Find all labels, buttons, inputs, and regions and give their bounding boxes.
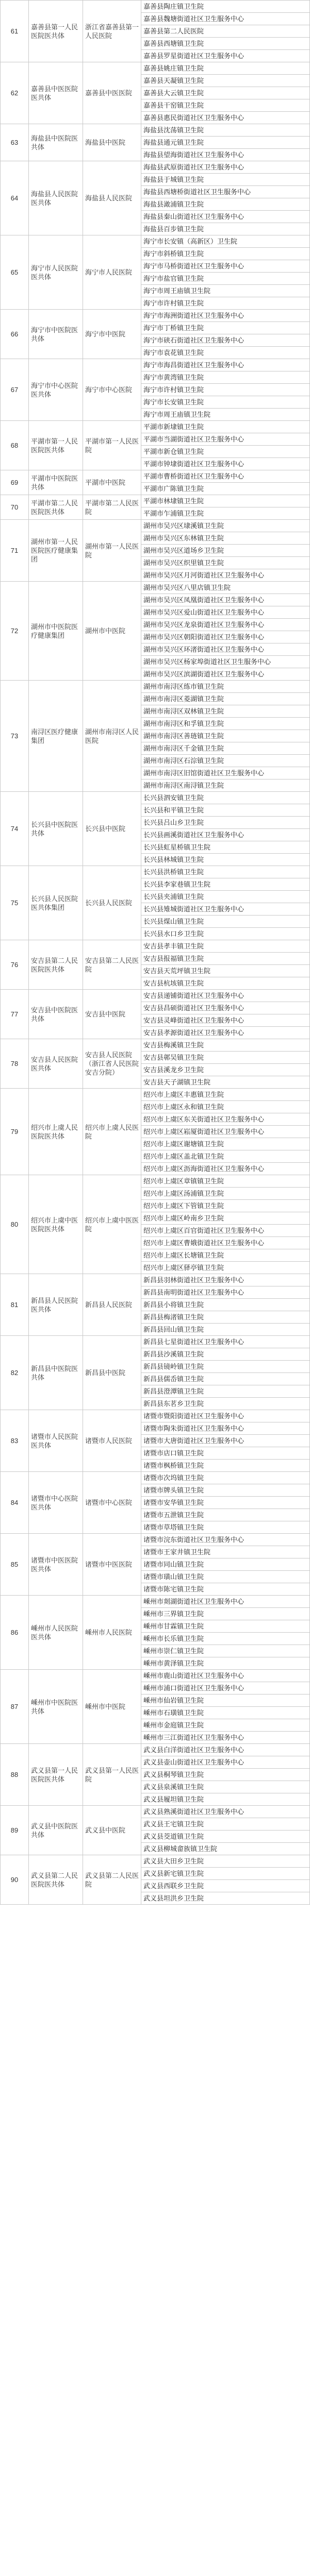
alliance-name: 平湖市中医院医共体: [29, 470, 83, 495]
member-institution: 武义县新宅镇卫生院: [141, 1868, 310, 1880]
lead-hospital: 平湖市第二人民医院: [83, 495, 141, 520]
table-row: [1, 1534, 310, 1546]
table-row: [1, 1274, 310, 1286]
alliance-name: 安吉县第二人民医院医共体: [29, 940, 83, 990]
table-row: [1, 495, 310, 507]
row-number: 85: [1, 1534, 29, 1596]
member-institution: 嘉善县魏塘街道社区卫生服务中心: [141, 13, 310, 25]
member-institution: 长兴县吕山乡卫生院: [141, 817, 310, 829]
member-institution: 海宁市黄湾镇卫生院: [141, 371, 310, 384]
member-institution: 海宁市长安镇（高新区）卫生院: [141, 235, 310, 248]
table-row: [1, 359, 310, 371]
member-institution: 绍兴市上虞区东关街道社区卫生服务中心: [141, 1113, 310, 1126]
member-institution: 长兴县李家巷镇卫生院: [141, 878, 310, 891]
table-row: [1, 1175, 310, 1188]
member-institution: 海宁市周王庙镇卫生院: [141, 285, 310, 297]
member-institution: 平湖市新仓镇卫生院: [141, 446, 310, 458]
lead-hospital: 新昌县人民医院: [83, 1274, 141, 1336]
member-institution: 绍兴市上虞区崧厦街道社区卫生服务中心: [141, 1126, 310, 1138]
member-institution: 新昌县南明街道社区卫生服务中心: [141, 1286, 310, 1299]
member-institution: 武义县桐琴镇卫生院: [141, 1769, 310, 1781]
member-institution: 武义县柳城畲族镇卫生院: [141, 1843, 310, 1855]
member-institution: 海盐县通元镇卫生院: [141, 137, 310, 149]
member-institution: 武义县西联乡卫生院: [141, 1880, 310, 1892]
member-institution: 海宁市海昌街道社区卫生服务中心: [141, 359, 310, 371]
member-institution: 嘉善县天凝镇卫生院: [141, 75, 310, 87]
member-institution: 绍兴市上虞区曹娥街道社区卫生服务中心: [141, 1237, 310, 1249]
row-number: 78: [1, 1039, 29, 1089]
lead-hospital: 新昌县中医院: [83, 1336, 141, 1410]
member-institution: 绍兴市上虞区下管镇卫生院: [141, 1200, 310, 1212]
member-institution: 安吉县昌硕街道社区卫生服务中心: [141, 1002, 310, 1014]
lead-hospital: 武义县第二人民医院: [83, 1855, 141, 1905]
lead-hospital: 长兴县中医院: [83, 792, 141, 866]
row-number: 82: [1, 1336, 29, 1410]
member-institution: 绍兴市上虞区永和镇卫生院: [141, 1101, 310, 1113]
alliance-name: 海盐县中医院医共体: [29, 124, 83, 161]
member-institution: 新昌县回山镇卫生院: [141, 1324, 310, 1336]
member-institution: 武义县茭道镇卫生院: [141, 1831, 310, 1843]
member-institution: 绍兴市上虞区谢塘镇卫生院: [141, 1138, 310, 1150]
lead-hospital: 诸暨市中医医院: [83, 1534, 141, 1596]
lead-hospital: 绍兴市上虞人民医院: [83, 1089, 141, 1175]
lead-hospital: 海盐县人民医院: [83, 161, 141, 235]
lead-hospital: 嵊州市人民医院: [83, 1596, 141, 1670]
lead-hospital: 长兴县人民医院: [83, 866, 141, 940]
member-institution: 湖州市南浔区千金镇卫生院: [141, 742, 310, 755]
row-number: 76: [1, 940, 29, 990]
member-institution: 湖州市吴兴区滨湖街道社区卫生服务中心: [141, 668, 310, 681]
alliance-name: 新昌县人民医院医共体: [29, 1274, 83, 1336]
lead-hospital: 平湖市第一人民医院: [83, 421, 141, 470]
alliance-name: 安吉县人民医院医共体: [29, 1039, 83, 1089]
member-institution: 湖州市南浔区南浔镇卫生院: [141, 779, 310, 792]
member-institution: 平湖市乍浦镇卫生院: [141, 507, 310, 520]
lead-hospital: 湖州市南浔区人民医院: [83, 681, 141, 792]
member-institution: 湖州市南浔区双林镇卫生院: [141, 705, 310, 718]
member-institution: 湖州市南浔区旧馆街道社区卫生服务中心: [141, 767, 310, 779]
table-row: [1, 1744, 310, 1756]
alliance-name: 湖州市第一人民医院医疗健康集团: [29, 520, 83, 582]
member-institution: 嵊州市浦口街道社区卫生服务中心: [141, 1682, 310, 1694]
row-number: 86: [1, 1596, 29, 1670]
member-institution: 绍兴市上虞区盖北镇卫生院: [141, 1150, 310, 1163]
member-institution: 诸暨市王家井镇卫生院: [141, 1546, 310, 1558]
member-institution: 诸暨市枫桥镇卫生院: [141, 1460, 310, 1472]
row-number: 64: [1, 161, 29, 235]
member-institution: 湖州市南浔区菱湖镇卫生院: [141, 693, 310, 705]
table-row: [1, 470, 310, 483]
row-number: 66: [1, 310, 29, 359]
row-number: 67: [1, 359, 29, 421]
member-institution: 诸暨市安华镇卫生院: [141, 1497, 310, 1509]
alliance-name: 武义县第二人民医院医共体: [29, 1855, 83, 1905]
alliance-name: 海宁市中医院医共体: [29, 310, 83, 359]
member-institution: 湖州市吴兴区朝阳街道社区卫生服务中心: [141, 631, 310, 643]
member-institution: 平湖市钟埭街道社区卫生服务中心: [141, 458, 310, 470]
member-institution: 安吉县天子湖镇卫生院: [141, 1076, 310, 1089]
member-institution: 武义县王宅镇卫生院: [141, 1818, 310, 1831]
table-row: [1, 940, 310, 953]
table-row: [1, 62, 310, 75]
lead-hospital: 绍兴市上虞中医医院: [83, 1175, 141, 1274]
lead-hospital: 浙江省嘉善县第一人民医院: [83, 1, 141, 62]
member-institution: 长兴县画溪街道社区卫生服务中心: [141, 829, 310, 841]
member-institution: 长兴县林城镇卫生院: [141, 854, 310, 866]
member-institution: 武义县白洋街道社区卫生服务中心: [141, 1744, 310, 1756]
table-row: [1, 1596, 310, 1608]
member-institution: 新昌县梅渚镇卫生院: [141, 1311, 310, 1324]
member-institution: 海盐县沈荡镇卫生院: [141, 124, 310, 137]
member-institution: 嵊州市剡湖街道社区卫生服务中心: [141, 1596, 310, 1608]
row-number: 73: [1, 681, 29, 792]
member-institution: 嵊州市崇仁镇卫生院: [141, 1645, 310, 1657]
member-institution: 海盐县澉浦镇卫生院: [141, 198, 310, 211]
row-number: 68: [1, 421, 29, 470]
member-institution: 湖州市吴兴区织里镇卫生院: [141, 557, 310, 569]
table-row: [1, 681, 310, 693]
member-institution: 武义县大田乡卫生院: [141, 1855, 310, 1868]
member-institution: 绍兴市上虞区汤浦镇卫生院: [141, 1188, 310, 1200]
member-institution: 安吉县孝丰镇卫生院: [141, 940, 310, 953]
table-row: [1, 1089, 310, 1101]
row-number: 83: [1, 1410, 29, 1472]
member-institution: 武义县熟溪街道社区卫生服务中心: [141, 1806, 310, 1818]
member-institution: 安吉县孝源街道社区卫生服务中心: [141, 1027, 310, 1039]
alliance-name: 海盐县人民医院医共体: [29, 161, 83, 235]
member-institution: 嘉善县干窑镇卫生院: [141, 99, 310, 112]
member-institution: 海宁市周王庙镇卫生院: [141, 409, 310, 421]
row-number: 72: [1, 582, 29, 681]
member-institution: 嵊州市三江街道社区卫生服务中心: [141, 1732, 310, 1744]
row-number: 89: [1, 1806, 29, 1855]
alliance-name: 海宁市人民医院医共体: [29, 235, 83, 310]
member-institution: 湖州市南浔区石淙镇卫生院: [141, 755, 310, 767]
member-institution: 海宁市许村镇卫生院: [141, 297, 310, 310]
lead-hospital: 武义县第一人民医院: [83, 1744, 141, 1806]
member-institution: 海盐县望海街道社区卫生服务中心: [141, 149, 310, 161]
lead-hospital: 诸暨市中心医院: [83, 1472, 141, 1534]
lead-hospital: 海宁市中医院: [83, 310, 141, 359]
table-row: [1, 792, 310, 804]
lead-hospital: 嵊州市中医院: [83, 1670, 141, 1744]
lead-hospital: 嘉善县中医医院: [83, 62, 141, 124]
member-institution: 安吉县梅溪镇卫生院: [141, 1039, 310, 1052]
table-row: [1, 161, 310, 174]
member-institution: 海盐县秦山街道社区卫生服务中心: [141, 211, 310, 223]
member-institution: 嵊州市三界镇卫生院: [141, 1608, 310, 1620]
table-row: [1, 421, 310, 433]
alliance-name: 安吉县中医院医共体: [29, 990, 83, 1039]
member-institution: 嵊州市黄泽镇卫生院: [141, 1657, 310, 1670]
member-institution: 新昌县儒岙镇卫生院: [141, 1373, 310, 1385]
member-institution: 湖州市南浔区练市镇卫生院: [141, 681, 310, 693]
row-number: 81: [1, 1274, 29, 1336]
member-institution: 新昌县东茗乡卫生院: [141, 1398, 310, 1410]
member-institution: 湖州市吴兴区埭溪镇卫生院: [141, 520, 310, 532]
table-row: [1, 1855, 310, 1868]
member-institution: 绍兴市上虞区百官街道社区卫生服务中心: [141, 1225, 310, 1237]
member-institution: 海宁市斜桥镇卫生院: [141, 248, 310, 260]
row-number: 70: [1, 495, 29, 520]
member-institution: 海盐县西塘桥街道社区卫生服务中心: [141, 186, 310, 198]
member-institution: 嵊州市石璜镇卫生院: [141, 1707, 310, 1719]
alliance-name: 新昌县中医院医共体: [29, 1336, 83, 1410]
alliance-name: 武义县第一人民医院医共体: [29, 1744, 83, 1806]
row-number: 87: [1, 1670, 29, 1744]
member-institution: 湖州市吴兴区东林镇卫生院: [141, 532, 310, 545]
member-institution: 长兴县煤山镇卫生院: [141, 916, 310, 928]
alliance-name: 嵊州市人民医院医共体: [29, 1596, 83, 1670]
row-number: 90: [1, 1855, 29, 1905]
member-institution: 嘉善县姚庄镇卫生院: [141, 62, 310, 75]
member-institution: 诸暨市牌头镇卫生院: [141, 1484, 310, 1497]
member-institution: 新昌县七星街道社区卫生服务中心: [141, 1336, 310, 1348]
member-institution: 诸暨市次坞镇卫生院: [141, 1472, 310, 1484]
member-institution: 长兴县夹浦镇卫生院: [141, 891, 310, 903]
member-institution: 长兴县雉城街道社区卫生服务中心: [141, 903, 310, 916]
alliance-name: 绍兴市上虞人民医院医共体: [29, 1089, 83, 1175]
row-number: 71: [1, 520, 29, 582]
member-institution: 湖州市吴兴区道场乡卫生院: [141, 545, 310, 557]
row-number: 74: [1, 792, 29, 866]
alliance-name: 长兴县中医院医共体: [29, 792, 83, 866]
member-institution: 嘉善县西塘镇卫生院: [141, 38, 310, 50]
member-institution: 绍兴市上虞区驿亭镇卫生院: [141, 1262, 310, 1274]
table-row: [1, 990, 310, 1002]
member-institution: 安吉县报福镇卫生院: [141, 953, 310, 965]
member-institution: 嵊州市仙岩镇卫生院: [141, 1694, 310, 1707]
member-institution: 海宁市袁花镇卫生院: [141, 347, 310, 359]
member-institution: 诸暨市店口镇卫生院: [141, 1447, 310, 1460]
member-institution: 武义县泉溪镇卫生院: [141, 1781, 310, 1793]
table-row: [1, 1336, 310, 1348]
member-institution: 海盐县于城镇卫生院: [141, 174, 310, 186]
alliance-name: 嘉善县第一人民医院医共体: [29, 1, 83, 62]
member-institution: 新昌县小将镇卫生院: [141, 1299, 310, 1311]
member-institution: 湖州市吴兴区凤凰街道社区卫生服务中心: [141, 594, 310, 606]
member-institution: 平湖市曹桥街道社区卫生服务中心: [141, 470, 310, 483]
member-institution: 海宁市盐官镇卫生院: [141, 273, 310, 285]
alliance-name: 诸暨市人民医院医共体: [29, 1410, 83, 1472]
row-number: 61: [1, 1, 29, 62]
member-institution: 安吉县溪龙乡卫生院: [141, 1064, 310, 1076]
alliance-name: 武义县中医院医共体: [29, 1806, 83, 1855]
lead-hospital: 海宁市人民医院: [83, 235, 141, 310]
alliance-name: 绍兴市上虞中医医院医共体: [29, 1175, 83, 1274]
member-institution: 诸暨市五泄镇卫生院: [141, 1509, 310, 1521]
alliance-name: 嵊州市中医院医共体: [29, 1670, 83, 1744]
member-institution: 绍兴市上虞区丰惠镇卫生院: [141, 1089, 310, 1101]
member-institution: 嘉善县惠民街道社区卫生服务中心: [141, 112, 310, 124]
member-institution: 绍兴市上虞区长塘镇卫生院: [141, 1249, 310, 1262]
member-institution: 嘉善县陶庄镇卫生院: [141, 1, 310, 13]
row-number: 62: [1, 62, 29, 124]
row-number: 77: [1, 990, 29, 1039]
member-institution: 安吉县杭垓镇卫生院: [141, 977, 310, 990]
table-row: [1, 235, 310, 248]
member-institution: 诸暨市同山镇卫生院: [141, 1558, 310, 1571]
member-institution: 诸暨市暨阳街道社区卫生服务中心: [141, 1410, 310, 1422]
lead-hospital: 诸暨市人民医院: [83, 1410, 141, 1472]
table-row: [1, 866, 310, 878]
table-body: [1, 1, 310, 1905]
member-institution: 长兴县泗安镇卫生院: [141, 792, 310, 804]
member-institution: 平湖市新埭镇卫生院: [141, 421, 310, 433]
member-institution: 湖州市吴兴区环渚街道社区卫生服务中心: [141, 643, 310, 656]
alliance-name: 嘉善县中医医院医共体: [29, 62, 83, 124]
alliance-name: 平湖市第一人民医院医共体: [29, 421, 83, 470]
member-institution: 嘉善县第二人民医院: [141, 25, 310, 38]
table-row: [1, 1472, 310, 1484]
member-institution: 长兴县水口乡卫生院: [141, 928, 310, 940]
member-institution: 嵊州市鹿山街道社区卫生服务中心: [141, 1670, 310, 1682]
member-institution: 海宁市许村镇卫生院: [141, 384, 310, 396]
table-row: [1, 582, 310, 594]
member-institution: 湖州市南浔区善琏镇卫生院: [141, 730, 310, 742]
row-number: 69: [1, 470, 29, 495]
member-institution: 诸暨市草塔镇卫生院: [141, 1521, 310, 1534]
lead-hospital: 平湖市中医院: [83, 470, 141, 495]
member-institution: 海宁市海洲街道社区卫生服务中心: [141, 310, 310, 322]
row-number: 79: [1, 1089, 29, 1175]
lead-hospital: 安吉县中医院: [83, 990, 141, 1039]
member-institution: 安吉县递铺街道社区卫生服务中心: [141, 990, 310, 1002]
member-institution: 海宁市丁桥镇卫生院: [141, 322, 310, 334]
lead-hospital: 海盐县中医院: [83, 124, 141, 161]
member-institution: 嵊州市甘霖镇卫生院: [141, 1620, 310, 1633]
table-row: [1, 1670, 310, 1682]
member-institution: 平湖市广陈镇卫生院: [141, 483, 310, 495]
member-institution: 武义县坦洪乡卫生院: [141, 1892, 310, 1905]
member-institution: 诸暨市陶朱街道社区卫生服务中心: [141, 1422, 310, 1435]
lead-hospital: 湖州市第一人民医院: [83, 520, 141, 582]
table-row: [1, 520, 310, 532]
member-institution: 绍兴市上虞区沥海街道社区卫生服务中心: [141, 1163, 310, 1175]
member-institution: 平湖市林埭镇卫生院: [141, 495, 310, 507]
member-institution: 诸暨市璜山镇卫生院: [141, 1571, 310, 1583]
member-institution: 平湖市当湖街道社区卫生服务中心: [141, 433, 310, 446]
member-institution: 新昌县羽林街道社区卫生服务中心: [141, 1274, 310, 1286]
alliance-name: 平湖市第二人民医院医共体: [29, 495, 83, 520]
member-institution: 新昌县澄潭镇卫生院: [141, 1385, 310, 1398]
member-institution: 海宁市马桥街道社区卫生服务中心: [141, 260, 310, 273]
member-institution: 嵊州市长乐镇卫生院: [141, 1633, 310, 1645]
table-row: [1, 1410, 310, 1422]
alliance-name: 诸暨市中心医院医共体: [29, 1472, 83, 1534]
member-institution: 新昌县沙溪镇卫生院: [141, 1348, 310, 1361]
row-number: 80: [1, 1175, 29, 1274]
row-number: 75: [1, 866, 29, 940]
alliance-name: 诸暨市中医医院医共体: [29, 1534, 83, 1596]
table-row: [1, 1039, 310, 1052]
member-institution: 湖州市吴兴区爱山街道社区卫生服务中心: [141, 606, 310, 619]
member-institution: 湖州市吴兴区龙泉街道社区卫生服务中心: [141, 619, 310, 631]
member-institution: 武义县履坦镇卫生院: [141, 1793, 310, 1806]
member-institution: 嵊州市金庭镇卫生院: [141, 1719, 310, 1732]
lead-hospital: 武义县中医院: [83, 1806, 141, 1855]
member-institution: 嘉善县大云镇卫生院: [141, 87, 310, 99]
member-institution: 武义县壶山街道社区卫生服务中心: [141, 1756, 310, 1769]
member-institution: 湖州市吴兴区八里店镇卫生院: [141, 582, 310, 594]
table-row: [1, 310, 310, 322]
lead-hospital: 安吉县人民医院（浙江省人民医院安吉分院）: [83, 1039, 141, 1089]
member-institution: 海宁市硖石街道社区卫生服务中心: [141, 334, 310, 347]
alliance-name: 长兴县人民医院医共体集团: [29, 866, 83, 940]
row-number: 65: [1, 235, 29, 310]
member-institution: 嘉善县罗星街道社区卫生服务中心: [141, 50, 310, 62]
member-institution: 安吉县鄣吴镇卫生院: [141, 1052, 310, 1064]
lead-hospital: 安吉县第二人民医院: [83, 940, 141, 990]
member-institution: 绍兴市上虞区岭南乡卫生院: [141, 1212, 310, 1225]
member-institution: 长兴县洪桥镇卫生院: [141, 866, 310, 878]
table-row: [1, 1806, 310, 1818]
row-number: 88: [1, 1744, 29, 1806]
member-institution: 安吉县灵峰街道社区卫生服务中心: [141, 1014, 310, 1027]
member-institution: 诸暨市陈宅镇卫生院: [141, 1583, 310, 1596]
alliance-name: 南浔区医疗健康集团: [29, 681, 83, 792]
member-institution: 海盐县百步镇卫生院: [141, 223, 310, 235]
member-institution: 长兴县虹星桥镇卫生院: [141, 841, 310, 854]
lead-hospital: 海宁市中心医院: [83, 359, 141, 421]
table-row: [1, 1, 310, 13]
row-number: 84: [1, 1472, 29, 1534]
member-institution: 湖州市南浔区和孚镇卫生院: [141, 718, 310, 730]
lead-hospital: 湖州市中医院: [83, 582, 141, 681]
member-institution: 海盐县武原街道社区卫生服务中心: [141, 161, 310, 174]
member-institution: 绍兴市上虞区章镇镇卫生院: [141, 1175, 310, 1188]
member-institution: 安吉县天荒坪镇卫生院: [141, 965, 310, 977]
member-institution: 长兴县和平镇卫生院: [141, 804, 310, 817]
alliance-name: 湖州市中医院医疗健康集团: [29, 582, 83, 681]
alliance-name: 海宁市中心医院医共体: [29, 359, 83, 421]
member-institution: 湖州市吴兴区月河街道社区卫生服务中心: [141, 569, 310, 582]
member-institution: 诸暨市浣东街道社区卫生服务中心: [141, 1534, 310, 1546]
table-row: [1, 124, 310, 137]
member-institution: 湖州市吴兴区杨家埠街道社区卫生服务中心: [141, 656, 310, 668]
row-number: 63: [1, 124, 29, 161]
member-institution: 海宁市长安镇卫生院: [141, 396, 310, 409]
member-institution: 新昌县镜岭镇卫生院: [141, 1361, 310, 1373]
member-institution: 诸暨市大唐街道社区卫生服务中心: [141, 1435, 310, 1447]
